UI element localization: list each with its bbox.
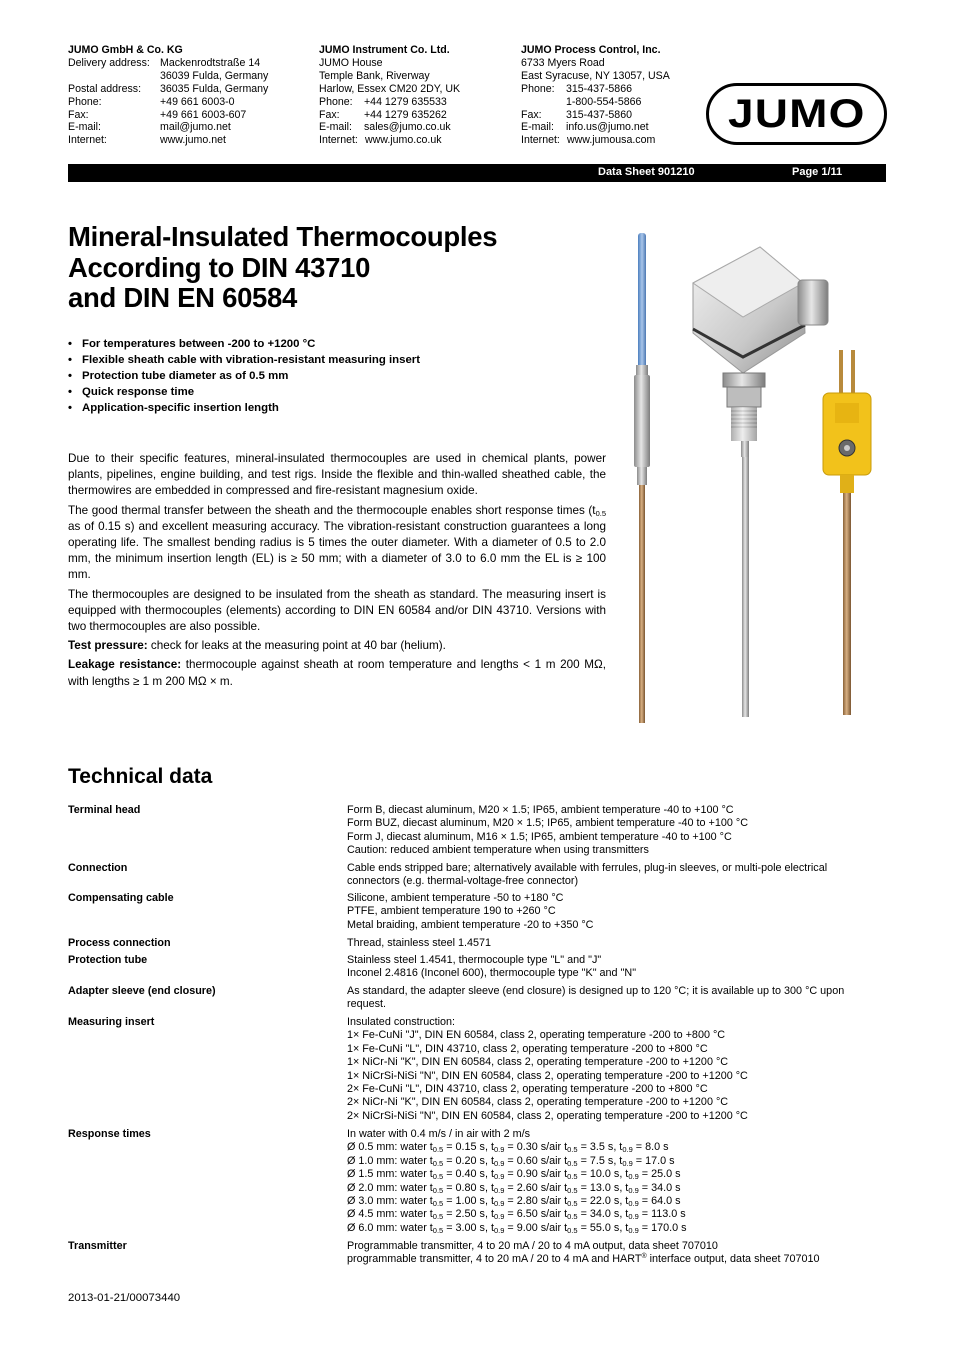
tech-label-adapter-sleeve: Adapter sleeve (end closure): [68, 985, 216, 997]
tech-label-protection-tube: Protection tube: [68, 954, 148, 966]
feature-item: • Application-specific insertion length: [68, 400, 588, 416]
tech-value-response-times: In water with 0.4 m/s / in air with 2 m/s Ø 0.5 mm: water $t_{0.5} = 0.15$ s, $t_{0.9} = 0.30$ s/air $t_{0.5} = 3.5$ s, $t_{0.9} = 8.0$ s Ø 1.0 mm: water $t_{0.5} = 0.20$ s, $t_{0.9} = 0.60$ s/air $t_{0.5} = 7.5$ s, $t_{0.9} = 17.0$ s Ø 1.5 mm: water $t_{0.5} = 0.40$ s, $t_{0.9} = 0.90$ s/air $t_{0.5} = 10.0$ s, $t_{0.9} = 25.0$ s Ø 2.0 mm: water $t_{0.5} = 0.80$ s, $t_{0.9} = 2.60$ s/air $t_{0.5} = 13.0$ s, $t_{0.9} = 34.0$ s Ø 3.0 mm: water $t_{0.5} = 1.00$ s, $t_{0.9} = 2.80$ s/air $t_{0.5} = 22.0$ s, $t_{0.9} = 64.0$ s Ø 4.5 mm: water $t_{0.5} = 2.50$ s, $t_{0.9} = 6.50$ s/air $t_{0.5} = 34.0$ s, $t_{0.9} = 113.0$ s Ø 6.0 mm: water $t_{0.5} = 3.00$ s, $t_{0.9} = 9.00$ s/air $t_{0.5} = 55.0$ s, $t_{0.9} = 170.0$ s: [347, 1128, 887, 1235]
document-footer: 2013-01-21/00073440: [68, 1292, 181, 1304]
addr-label: Fax:: [319, 108, 340, 121]
data-sheet-number: Data Sheet 901210: [598, 166, 695, 178]
title-line: and DIN EN 60584: [68, 282, 298, 313]
logo-text: JUMO: [727, 91, 866, 136]
addr-label: E-mail:: [521, 121, 554, 134]
page-number: Page 1/11: [792, 166, 843, 178]
addr-value: 1-800-554-5866: [566, 95, 642, 108]
addr-value: +44 1279 635262: [364, 108, 447, 121]
addr-value: www.jumo.net: [160, 134, 226, 147]
tech-value-protection-tube: Stainless steel 1.4541, thermocouple type "L" and "J" Inconel 2.4816 (Inconel 600), thermocouple type "K" and "N": [347, 954, 637, 980]
addr-value: 315-437-5866: [566, 82, 632, 95]
tech-label-compensating-cable: Compensating cable: [68, 892, 174, 904]
addr-label: Postal address:: [68, 82, 142, 95]
addr-line: East Syracuse, NY 13057, USA: [521, 69, 670, 82]
addr-line: JUMO House: [319, 56, 383, 69]
tech-label-response-times: Response times: [68, 1128, 151, 1140]
addr-value: 315-437-5860: [566, 108, 632, 121]
description-paragraph: The thermocouples are designed to be insulated from the sheath as standard. The measuring insert is equipped with thermocouples (elements) according to DIN EN 60584 and/or DIN 43710. Versions with two thermocouples are also possible.: [68, 587, 606, 634]
tech-value-adapter-sleeve: As standard, the adapter sleeve (end closure) is designed up to 120 °C; it is available up to 300 °C upon request.: [347, 985, 845, 1011]
feature-item: • Flexible sheath cable with vibration-resistant measuring insert: [68, 352, 588, 368]
leakage-resistance: Leakage resistance: thermocouple against sheath at room temperature and lengths < 1 m 200 MΩ, with lengths ≥ 1 m 200 MΩ × m.: [68, 658, 607, 688]
addr-value: Mackenrodtstraße 14: [160, 56, 261, 69]
addr-value: +49 661 6003-607: [160, 108, 247, 121]
description-paragraph: Due to their specific features, mineral-insulated thermocouples are used in chemical plants, power plants, pipelines, engine building, and test rigs. Inside the flexible and thin-walled sheathed cable, the thermowires are embedded in compressed and fire-resistant magnesium oxide.: [68, 452, 606, 498]
addr-label: Fax:: [68, 108, 89, 121]
response-time-row: Ø 3.0 mm: water $t_{0.5} = 1.00$ s, $t_{0.9} = 2.80$ s/air $t_{0.5} = 22.0$ s, $t_{0.9} = 64.0$ s: [347, 1195, 681, 1209]
company-name: JUMO Process Control, Inc.: [521, 44, 661, 56]
addr-label: E-mail:: [319, 121, 352, 134]
response-time-row: Ø 0.5 mm: water $t_{0.5} = 0.15$ s, $t_{0.9} = 0.30$ s/air $t_{0.5} = 3.5$ s, $t_{0.9} = 8.0$ s: [347, 1141, 669, 1155]
addr-label: Fax:: [521, 108, 542, 121]
response-time-row: Ø 1.0 mm: water $t_{0.5} = 0.20$ s, $t_{0.9} = 0.60$ s/air $t_{0.5} = 7.5$ s, $t_{0.9} = 17.0$ s: [347, 1154, 675, 1168]
tech-value-connection: Cable ends stripped bare; alternatively available with ferrules, plug-in sleeves, or multi-pole electrical connectors (e.g. thermal-voltage-free connector): [347, 862, 828, 888]
technical-data-heading: Technical data: [68, 765, 213, 788]
addr-line: Temple Bank, Riverway: [319, 69, 430, 82]
response-time-row: Ø 1.5 mm: water $t_{0.5} = 0.40$ s, $t_{0.9} = 0.90$ s/air $t_{0.5} = 10.0$ s, $t_{0.9} = 25.0$ s: [347, 1168, 681, 1182]
test-pressure: Test pressure: check for leaks at the measuring point at 40 bar (helium).: [68, 639, 446, 653]
feature-item: • For temperatures between -200 to +1200 °C: [68, 336, 588, 352]
company-name: JUMO GmbH & Co. KG: [68, 44, 183, 56]
addr-value: mail@jumo.net: [160, 121, 231, 134]
addr-value: www.jumousa.com: [567, 134, 656, 147]
tech-label-measuring-insert: Measuring insert: [68, 1016, 155, 1028]
addr-label: Phone:: [68, 95, 102, 108]
feature-item: • Quick response time: [68, 384, 588, 400]
title-line: According to DIN 43710: [68, 251, 371, 283]
addr-label: Internet:: [319, 134, 358, 147]
response-time-row: Ø 6.0 mm: water $t_{0.5} = 3.00$ s, $t_{0.9} = 9.00$ s/air $t_{0.5} = 55.0$ s, $t_{0.9} = 170.0$ s: [347, 1221, 687, 1235]
addr-label: Internet:: [521, 134, 560, 147]
addr-line: 6733 Myers Road: [521, 56, 605, 69]
tech-label-connection: Connection: [68, 862, 128, 874]
addr-label: Phone:: [521, 82, 555, 95]
addr-label: Internet:: [68, 134, 107, 147]
addr-label: Phone:: [319, 95, 353, 108]
tech-value-measuring-insert: Insulated construction: 1× Fe-CuNi "J", DIN EN 60584, class 2, operating temperature -200 to +800 °C 1× Fe-CuNi "L", DIN 43710, class 2, operating temperature -200 to +800 °C 1× NiCr-Ni "K", DIN EN 60584, class 2, operating temperature -200 to +1200 °C 1× NiCrSi-NiSi "N", DIN EN 60584, class 2, operating temperature -200 to +1200 °C 2× Fe-CuNi "L", DIN 43710, class 2, operating temperature -200 to +800 °C 2× NiCr-Ni "K", DIN EN 60584, class 2, operating temperature -200 to +1200 °C 2× NiCrSi-NiSi "N", DIN EN 60584, class 2, operating temperature -200 to +1200 °C: [347, 1016, 748, 1122]
addr-line: Harlow, Essex CM20 2DY, UK: [319, 82, 461, 95]
tech-label-terminal-head: Terminal head: [68, 804, 141, 816]
addr-value: info.us@jumo.net: [566, 121, 649, 134]
addr-label: E-mail:: [68, 121, 101, 134]
addr-label: Delivery address:: [68, 56, 150, 69]
response-time-row: Ø 2.0 mm: water $t_{0.5} = 0.80$ s, $t_{0.9} = 2.60$ s/air $t_{0.5} = 13.0$ s, $t_{0.9} = 34.0$ s: [347, 1181, 681, 1195]
tech-label-transmitter: Transmitter: [68, 1240, 127, 1252]
tech-value-terminal-head: Form B, diecast aluminum, M20 × 1.5; IP65, ambient temperature -40 to +100 °C Form BUZ, diecast aluminum, M20 × 1.5; IP65, ambient temperature -40 to +100 °C Form J, diecast aluminum, M16 × 1.5; IP65, ambient temperature -40 to +100 °C Caution: reduced ambient temperature when using transmitters: [347, 804, 748, 857]
addr-value: +49 661 6003-0: [160, 95, 235, 108]
addr-value: +44 1279 635533: [364, 95, 447, 108]
addr-value: sales@jumo.co.uk: [364, 121, 451, 134]
tech-value-compensating-cable: Silicone, ambient temperature -50 to +180 °C PTFE, ambient temperature 190 to +260 °C Metal braiding, ambient temperature -20 to +350 °C: [347, 892, 594, 931]
tech-value-transmitter: Programmable transmitter, 4 to 20 mA / 20 to 4 mA output, data sheet 707010 programmable transmitter, 4 to 20 mA / 20 to 4 mA and HART® interface output, data sheet 707010: [347, 1240, 820, 1266]
company-name: JUMO Instrument Co. Ltd.: [319, 44, 450, 56]
response-time-row: Ø 4.5 mm: water $t_{0.5} = 2.50$ s, $t_{0.9} = 6.50$ s/air $t_{0.5} = 34.0$ s, $t_{0.9} = 113.0$ s: [347, 1208, 686, 1222]
addr-value: www.jumo.co.uk: [365, 134, 442, 147]
addr-value: 36035 Fulda, Germany: [160, 82, 269, 95]
description-paragraph: The good thermal transfer between the sheath and the thermocouple enables short response times ($t_{0.5}$ as of 0.15 s) and excellent measuring accuracy. The vibration-resistant construction guarantees a long operating life. The smallest bending radius is 5 times the outer diameter. With a diameter of 0.5 to 2.0 mm, the minimum insertion length (EL) is ≥ 50 mm; with a diameter of 3.0 to 6.0 mm the EL is ≥ 100 mm.: [68, 503, 606, 582]
tech-value-process-connection: Thread, stainless steel 1.4571: [347, 937, 492, 949]
feature-item: • Protection tube diameter as of 0.5 mm: [68, 368, 588, 384]
tech-label-process-connection: Process connection: [68, 937, 171, 949]
title-line: Mineral-Insulated Thermocouples: [68, 221, 498, 252]
addr-value: 36039 Fulda, Germany: [160, 69, 269, 82]
